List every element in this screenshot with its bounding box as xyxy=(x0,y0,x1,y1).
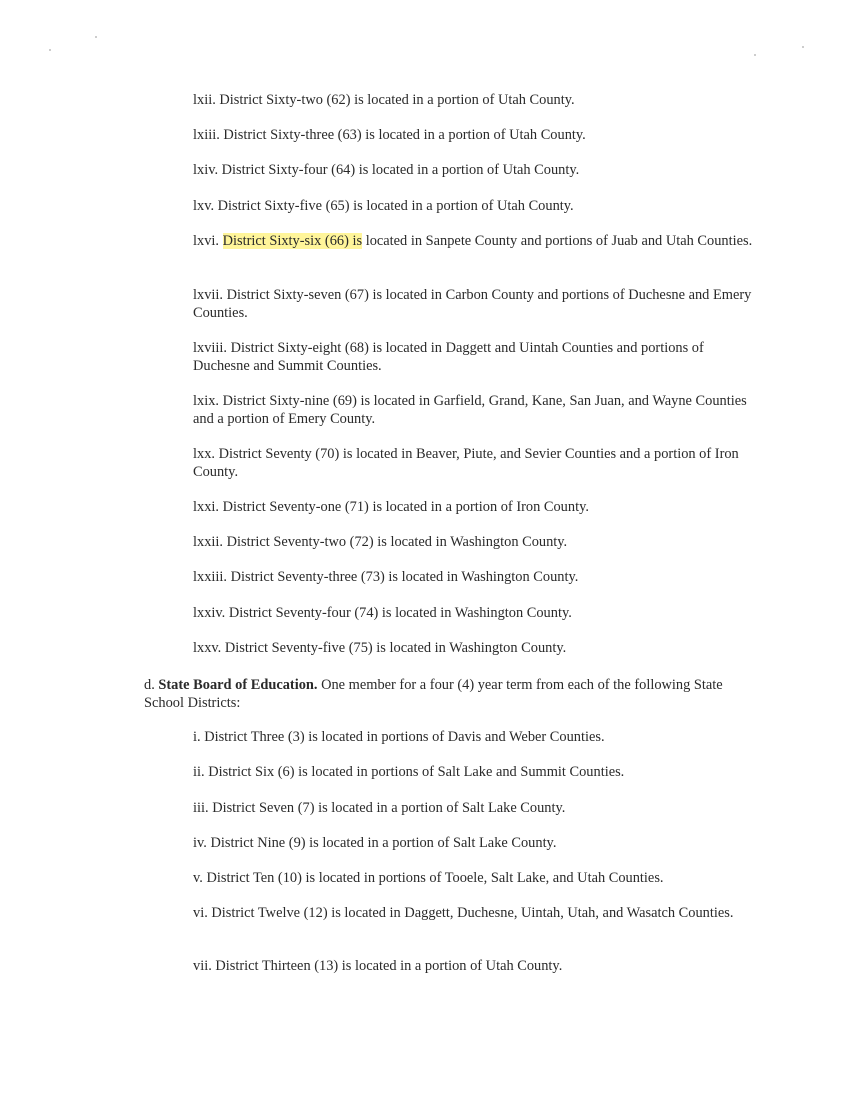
district-65-item: lxv. District Sixty-five (65) is located in a portion of Utah County. xyxy=(193,198,574,214)
district-66-prefix: lxvi. xyxy=(193,233,223,249)
section-d-title: State Board of Education. xyxy=(158,677,318,693)
section-d-prefix: d. xyxy=(144,677,159,693)
scan-speck xyxy=(754,54,756,56)
district-70-item: lxx. District Seventy (70) is located in Beaver, Piute, and Sevier Counties and a portion of Iron County. xyxy=(193,446,739,480)
district-66-item xyxy=(193,233,753,251)
scan-speck xyxy=(95,36,97,38)
district-67-item: lxvii. District Sixty-seven (67) is located in Carbon County and portions of Duchesne and Emery Counties. xyxy=(193,287,752,321)
district-69-item: lxix. District Sixty-nine (69) is located in Garfield, Grand, Kane, San Juan, and Wayne Counties and a portion of Emery County. xyxy=(193,393,747,427)
district-64-item: lxiv. District Sixty-four (64) is located in a portion of Utah County. xyxy=(193,162,580,178)
scan-speck xyxy=(49,49,51,51)
section-d-paragraph xyxy=(144,677,744,712)
school-district-6-item: ii. District Six (6) is located in portions of Salt Lake and Summit Counties. xyxy=(193,764,625,780)
section-d-text: One member for a four (4) year term from each of the following State School Districts: xyxy=(144,677,723,711)
scan-speck xyxy=(802,46,804,48)
district-71-item: lxxi. District Seventy-one (71) is located in a portion of Iron County. xyxy=(193,499,589,515)
district-66-rest: located in Sanpete County and portions of Juab and Utah Counties. xyxy=(362,233,753,249)
highlighted-text: District Sixty-six (66) is xyxy=(222,233,363,249)
district-73-item: lxxiii. District Seventy-three (73) is located in Washington County. xyxy=(193,569,579,585)
school-district-10-item: v. District Ten (10) is located in portions of Tooele, Salt Lake, and Utah Counties. xyxy=(193,870,664,886)
school-district-7-item: iii. District Seven (7) is located in a portion of Salt Lake County. xyxy=(193,800,566,816)
district-62-item: lxii. District Sixty-two (62) is located in a portion of Utah County. xyxy=(193,92,575,108)
district-75-item: lxxv. District Seventy-five (75) is located in Washington County. xyxy=(193,640,567,656)
school-district-3-item: i. District Three (3) is located in portions of Davis and Weber Counties. xyxy=(193,729,605,745)
school-district-13-item: vii. District Thirteen (13) is located in a portion of Utah County. xyxy=(193,958,563,974)
district-63-item: lxiii. District Sixty-three (63) is located in a portion of Utah County. xyxy=(193,127,586,143)
district-72-item: lxxii. District Seventy-two (72) is located in Washington County. xyxy=(193,534,568,550)
school-district-9-item: iv. District Nine (9) is located in a portion of Salt Lake County. xyxy=(193,835,557,851)
school-district-12-item: vi. District Twelve (12) is located in Daggett, Duchesne, Uintah, Utah, and Wasatch Counties. xyxy=(193,905,734,921)
district-74-item: lxxiv. District Seventy-four (74) is located in Washington County. xyxy=(193,605,572,621)
district-68-item: lxviii. District Sixty-eight (68) is located in Daggett and Uintah Counties and portions of Duchesne and Summit Counties. xyxy=(193,340,704,374)
